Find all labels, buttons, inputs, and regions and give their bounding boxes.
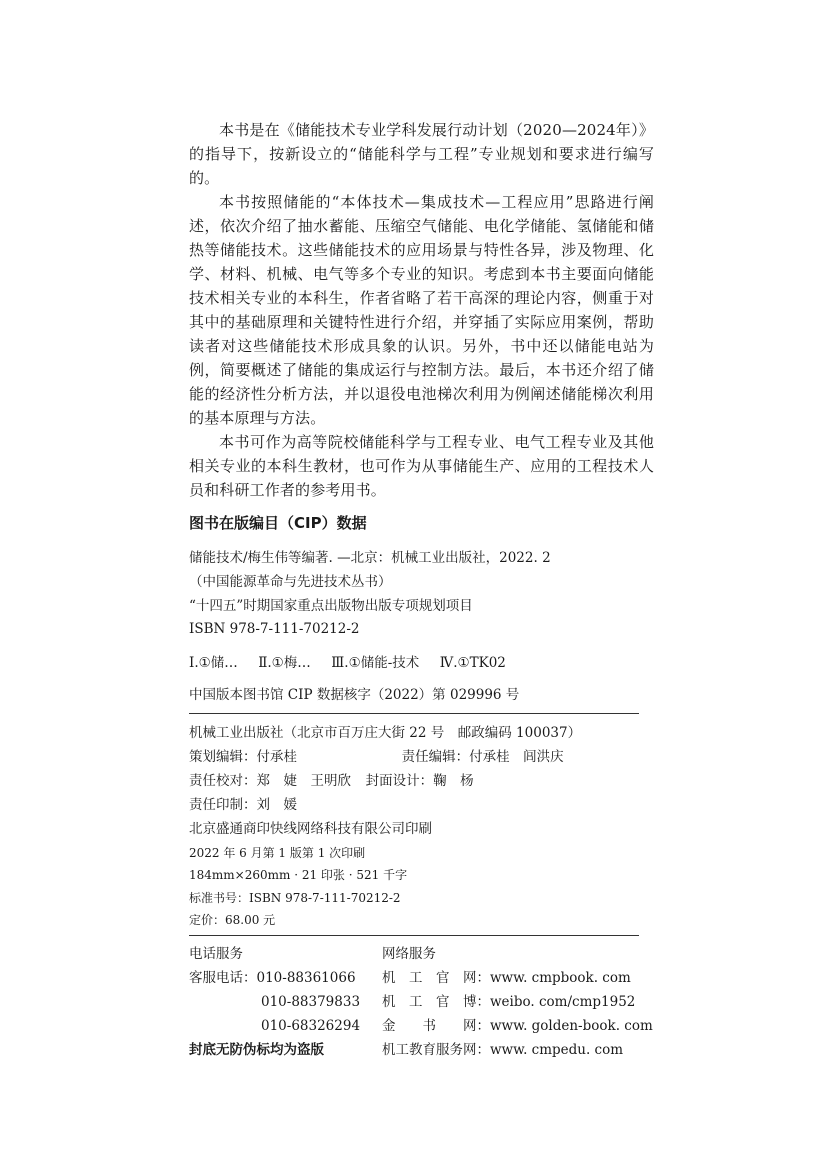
cip-library-record: 中国版本图书馆 CIP 数据核字（2022）第 029996 号 xyxy=(189,687,520,703)
editors-line xyxy=(189,748,564,766)
web-label-4: 机工教育服务网： xyxy=(382,1042,490,1058)
planning-editor: 策划编辑：付承桂 xyxy=(189,749,297,765)
intro-paragraph-2: 本书按照储能的“本体技术—集成技术—工程应用”思路进行阐述，依次介绍了抽水蓄能、压缩空气储能、电化学储能、氢储能和储热等储能技术。这些储能技术的应用场景与特性各异，涉及物理、化学、材料、机械、电气等多个专业的知识。考虑到本书主要面向储能技术相关专业的本科生，作者省略了若干高深的理论内容，侧重于对其中的基础原理和关键特性进行介绍，并穿插了实际应用案例，帮助读者对这些储能技术形成具象的认识。另外，书中还以储能电站为例，简要概述了储能的集成运行与控制方法。最后，本书还介绍了储能的经济性分析方法，并以退役电池梯次利用为例阐述储能梯次利用的基本原理与方法。 xyxy=(189,193,654,427)
phone-number-1: 010-88361066 xyxy=(256,970,356,986)
format: 184mm×260mm · 21 印张 · 521 千字 xyxy=(189,868,408,882)
web-label-1: 机 工 官 网： xyxy=(382,970,490,986)
classification-1: Ⅰ.①储… xyxy=(189,655,238,671)
price: 定价：68.00 元 xyxy=(189,913,276,927)
proofreaders: 责任校对：郑 婕 王明欣 xyxy=(189,773,351,789)
phone-service-heading: 电话服务 xyxy=(189,946,243,962)
intro-paragraph-3: 本书可作为高等院校储能科学与工程专业、电气工程专业及其他相关专业的本科生教材，也可作为从事储能生产、应用的工程技术人员和科研工作者的参考用书。 xyxy=(189,433,654,499)
printer: 北京盛通商印快线网络科技有限公司印刷 xyxy=(189,821,432,837)
cip-isbn: ISBN 978-7-111-70212-2 xyxy=(189,621,360,637)
classification-3: Ⅲ.①储能-技术 xyxy=(331,655,420,671)
phone-row-1 xyxy=(189,969,356,987)
cip-title: 图书在版编目（CIP）数据 xyxy=(189,514,367,532)
intro-paragraph-1: 本书是在《储能技术专业学科发展行动计划（2020—2024年）》的指导下，按新设立的“储能科学与工程”专业规划和要求进行编写的。 xyxy=(189,121,654,187)
responsible-editor: 责任编辑：付承桂 闾洪庆 xyxy=(401,749,564,765)
phone-number-3: 010-68326294 xyxy=(261,1018,361,1034)
web-row-3 xyxy=(382,1017,653,1035)
divider-1 xyxy=(189,713,639,714)
edition: 2022 年 6 月第 1 版第 1 次印刷 xyxy=(189,846,366,860)
web-row-1 xyxy=(382,969,631,987)
web-row-2 xyxy=(382,993,635,1011)
classification-4: Ⅳ.①TK02 xyxy=(439,655,506,671)
web-row-4 xyxy=(382,1041,623,1059)
divider-2 xyxy=(189,935,639,936)
web-service-heading: 网络服务 xyxy=(382,946,436,962)
cip-project: “十四五”时期国家重点出版物出版专项规划项目 xyxy=(189,598,473,614)
classification-2: Ⅱ.①梅… xyxy=(258,655,311,671)
phone-label: 客服电话： xyxy=(189,970,257,986)
web-link-4[interactable]: www. cmpedu. com xyxy=(490,1042,624,1058)
web-link-1[interactable]: www. cmpbook. com xyxy=(490,970,631,986)
cip-classification xyxy=(189,654,506,672)
anti-piracy-notice: 封底无防伪标均为盗版 xyxy=(189,1042,324,1058)
cip-entry: 储能技术/梅生伟等编著. —北京：机械工业出版社，2022. 2 xyxy=(189,550,551,566)
publisher-name: 机械工业出版社（北京市百万庄大街 22 号 邮政编码 100037） xyxy=(189,725,582,741)
proof-cover-line xyxy=(189,772,474,790)
standard-number: 标准书号：ISBN 978-7-111-70212-2 xyxy=(189,891,401,905)
web-link-2[interactable]: weibo. com/cmp1952 xyxy=(490,994,636,1010)
print-supervisor: 责任印制：刘 媛 xyxy=(189,797,297,813)
web-link-3[interactable]: www. golden-book. com xyxy=(490,1018,653,1034)
book-introduction xyxy=(189,118,654,502)
cover-design: 封面设计：鞠 杨 xyxy=(365,773,474,789)
web-label-2: 机 工 官 博： xyxy=(382,994,490,1010)
cip-series: （中国能源革命与先进技术丛书） xyxy=(189,574,392,590)
web-label-3: 金 书 网： xyxy=(382,1018,490,1034)
phone-number-2: 010-88379833 xyxy=(261,994,361,1010)
